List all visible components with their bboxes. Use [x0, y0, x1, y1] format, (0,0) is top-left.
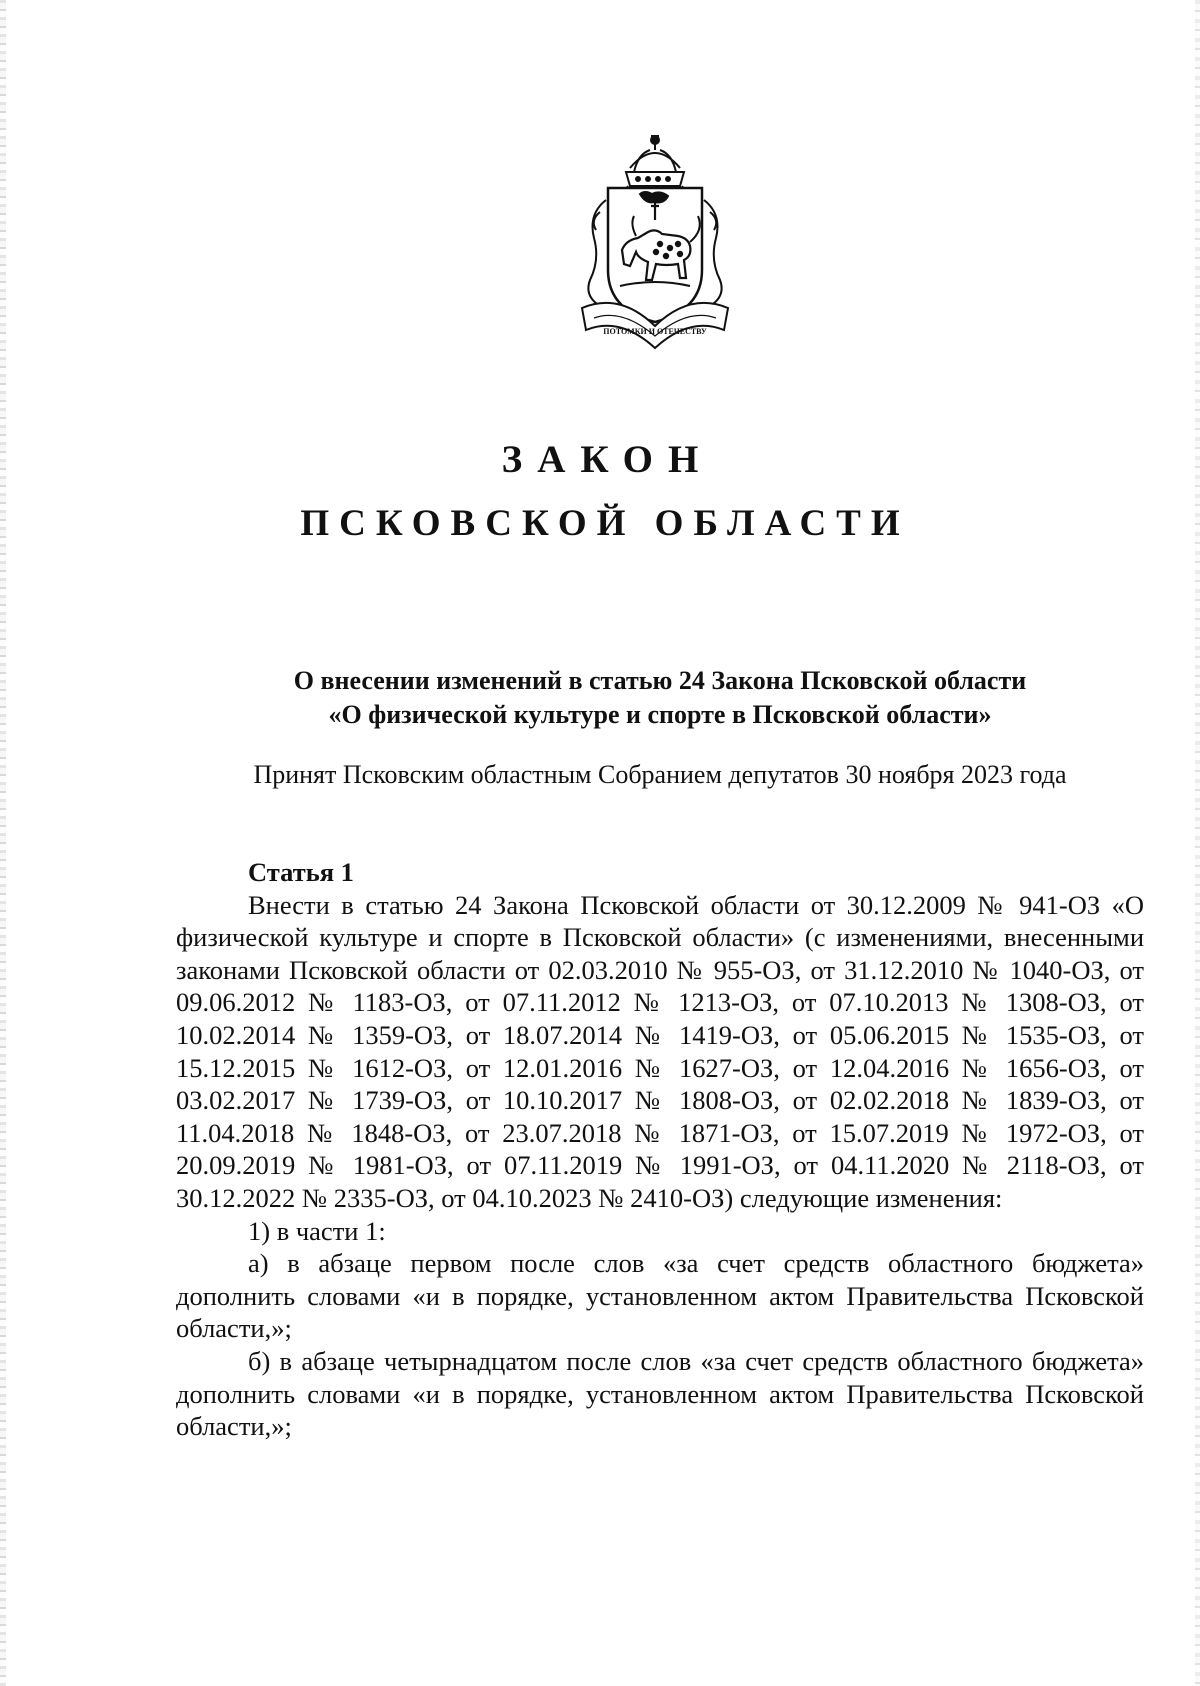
- adoption-note: Принят Псковским областным Собранием депутатов 30 ноября 2023 года: [253, 760, 1067, 789]
- scan-edge-left: [0, 0, 6, 1686]
- paragraph-item-a: а) в абзаце первом после слов «за счет средств областного бюджета» дополнить словами «и в порядке, установленном актом Правительства Псковской области,»;: [176, 1248, 1144, 1344]
- scan-edge-right: [1195, 0, 1200, 1686]
- law-title-line1: О внесении изменений в статью 24 Закона Псковской области: [293, 666, 1027, 695]
- paragraph-item-b: б) в абзаце четырнадцатом после слов «за счет средств областного бюджета» дополнить словами «и в порядке, установленном актом Правительства Псковской области,»;: [176, 1345, 1144, 1442]
- region-heading: ПСКОВСКОЙ ОБЛАСТИ: [300, 503, 910, 544]
- law-title: [176, 664, 1144, 732]
- svg-text:ПОТОМКИ И ОТЕЧЕСТВУ: ПОТОМКИ И ОТЕЧЕСТВУ: [603, 327, 707, 336]
- article-heading: Статья 1: [248, 857, 354, 887]
- law-title-line2: «О физической культуре и спорте в Псковской области»: [328, 700, 992, 729]
- paragraph-part-1: 1) в части 1:: [248, 1215, 386, 1246]
- coat-of-arms-icon: [560, 120, 750, 365]
- doc-type-heading: ЗАКОН: [501, 438, 714, 481]
- document-body: [176, 856, 1144, 1443]
- paragraph-amendment-intro: Внести в статью 24 Закона Псковской области от 30.12.2009 № 941-ОЗ «О физической культуре и спорте в Псковской области» (с изменениями, внесенными законами Псковской области от 02.03.2010 № 955-ОЗ, от 31.12.2010 № 1040-ОЗ, от 09.06.2012 № 1183-ОЗ, от 07.11.2012 № 1213-ОЗ, от 07.10.2013 № 1308-ОЗ, от 10.02.2014 № 1359-ОЗ, от 18.07.2014 № 1419-ОЗ, от 05.06.2015 № 1535-ОЗ, от 15.12.2015 № 1612-ОЗ, от 12.01.2016 № 1627-ОЗ, от 12.04.2016 № 1656-ОЗ, от 03.02.2017 № 1739-ОЗ, от 10.10.2017 № 1808-ОЗ, от 02.02.2018 № 1839-ОЗ, от 11.04.2018 № 1848-ОЗ, от 23.07.2018 № 1871-ОЗ, от 15.07.2019 № 1972-ОЗ, от 20.09.2019 № 1981-ОЗ, от 07.11.2019 № 1991-ОЗ, от 04.11.2020 № 2118-ОЗ, от 30.12.2022 № 2335-ОЗ, от 04.10.2023 № 2410-ОЗ) следующие изменения:: [176, 889, 1144, 1213]
